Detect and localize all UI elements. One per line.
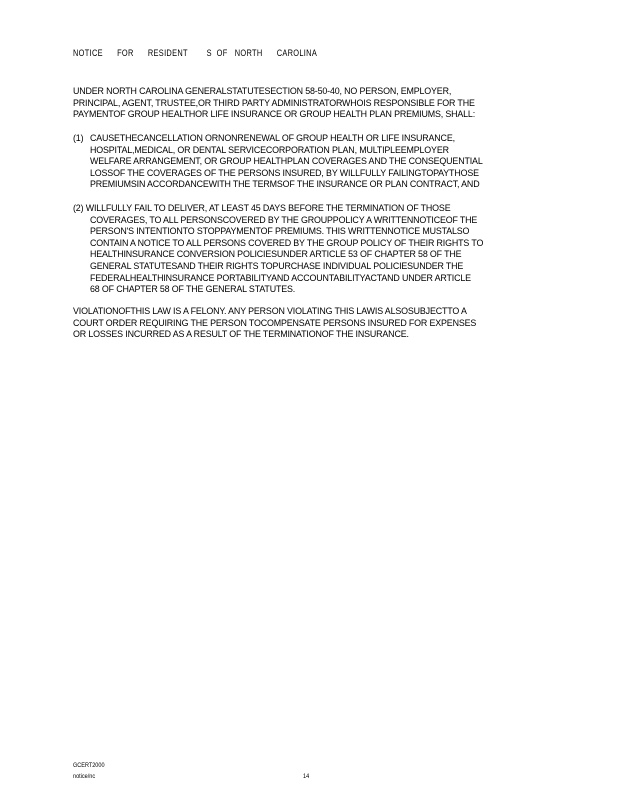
intro-line: PAYMENTOF GROUP HEALTHOR LIFE INSURANCE OR GROUP HEALTH PLAN PREMIUMS, SHALL: [73,109,476,120]
list-item-body [90,215,483,296]
list-item-first-line [73,203,573,215]
notice-title: NOTICE FOR RESIDENT S OF NORTH CAROLINA [73,48,318,59]
closing-paragraph [73,306,573,341]
list-item-line: WILLFULLY FAIL TO DELIVER, AT LEAST 45 DAYS BEFORE THE TERMINATION OF THOSE [85,203,451,213]
list-item-line: GENERAL STATUTESAND THEIR RIGHTS TOPURCHASE INDIVIDUAL POLICIESUNDER THE [90,260,464,271]
list-item-line: WELFARE ARRANGEMENT, OR GROUP HEALTHPLAN COVERAGES AND THE CONSEQUENTIAL [90,156,483,167]
intro-line: PRINCIPAL, AGENT, TRUSTEE,OR THIRD PARTY ADMINISTRATORWHOIS RESPONSIBLE FOR THE [73,97,475,108]
closing-line: VIOLATIONOFTHIS LAW IS A FELONY. ANY PERSON VIOLATING THIS LAWIS ALSOSUBJECTTO A [73,306,467,316]
list-item-line: COVERAGES, TO ALL PERSONSCOVERED BY THE GROUPPOLICY A WRITTENNOTICEOF THE [90,214,478,225]
closing-line: COURT ORDER REQUIRING THE PERSON TOCOMPENSATE PERSONS INSURED FOR EXPENSES [73,317,477,328]
list-item-line: PERSON'S INTENTIONTO STOPPAYMENTOF PREMIUMS. THIS WRITTENNOTICE MUSTALSO [90,226,470,237]
intro-line: UNDER NORTH CAROLINA GENERALSTATUTESECTION 58-50-40, NO PERSON, EMPLOYER, [73,86,452,96]
intro-paragraph [73,86,573,121]
list-item-line: PREMIUMSIN ACCORDANCEWITH THE TERMSOF THE INSURANCE OR PLAN CONTRACT, AND [90,179,480,190]
list-item-line: HOSPITAL,MEDICAL, OR DENTAL SERVICECORPORATION PLAN, MULTIPLEEMPLOYER [90,144,449,155]
footer-form-id: GCERT2000 [73,762,105,769]
list-item-2 [73,203,573,298]
list-item-line: CONTAIN A NOTICE TO ALL PERSONS COVERED BY THE GROUP POLICY OF THEIR RIGHTS TO [90,237,484,248]
list-item-number: (1) [73,133,84,143]
list-item-1 [73,133,573,193]
list-item-line: LOSSOF THE COVERAGES OF THE PERSONS INSURED, BY WILLFULLY FAILINGTOPAYTHOSE [90,167,479,178]
list-item-line: HEALTHINSURANCE CONVERSION POLICIESUNDER ARTICLE 53 OF CHAPTER 58 OF THE [90,249,462,260]
footer-doc-code: notice/nc [73,773,96,780]
list-item-line: CAUSETHECANCELLATION ORNONRENEWAL OF GROUP HEALTH OR LIFE INSURANCE, [90,133,455,143]
list-item-body [90,133,483,191]
list-item-line: FEDERALHEALTHINSURANCE PORTABILITYAND ACCOUNTABILITYACTAND UNDER ARTICLE [90,272,471,283]
list-item-line: 68 OF CHAPTER 58 OF THE GENERAL STATUTES. [90,284,296,295]
closing-line: OR LOSSES INCURRED AS A RESULT OF THE TERMINATIONOF THE INSURANCE. [73,329,409,340]
page-number: 14 [303,773,310,780]
list-item-number: (2) [73,203,84,213]
